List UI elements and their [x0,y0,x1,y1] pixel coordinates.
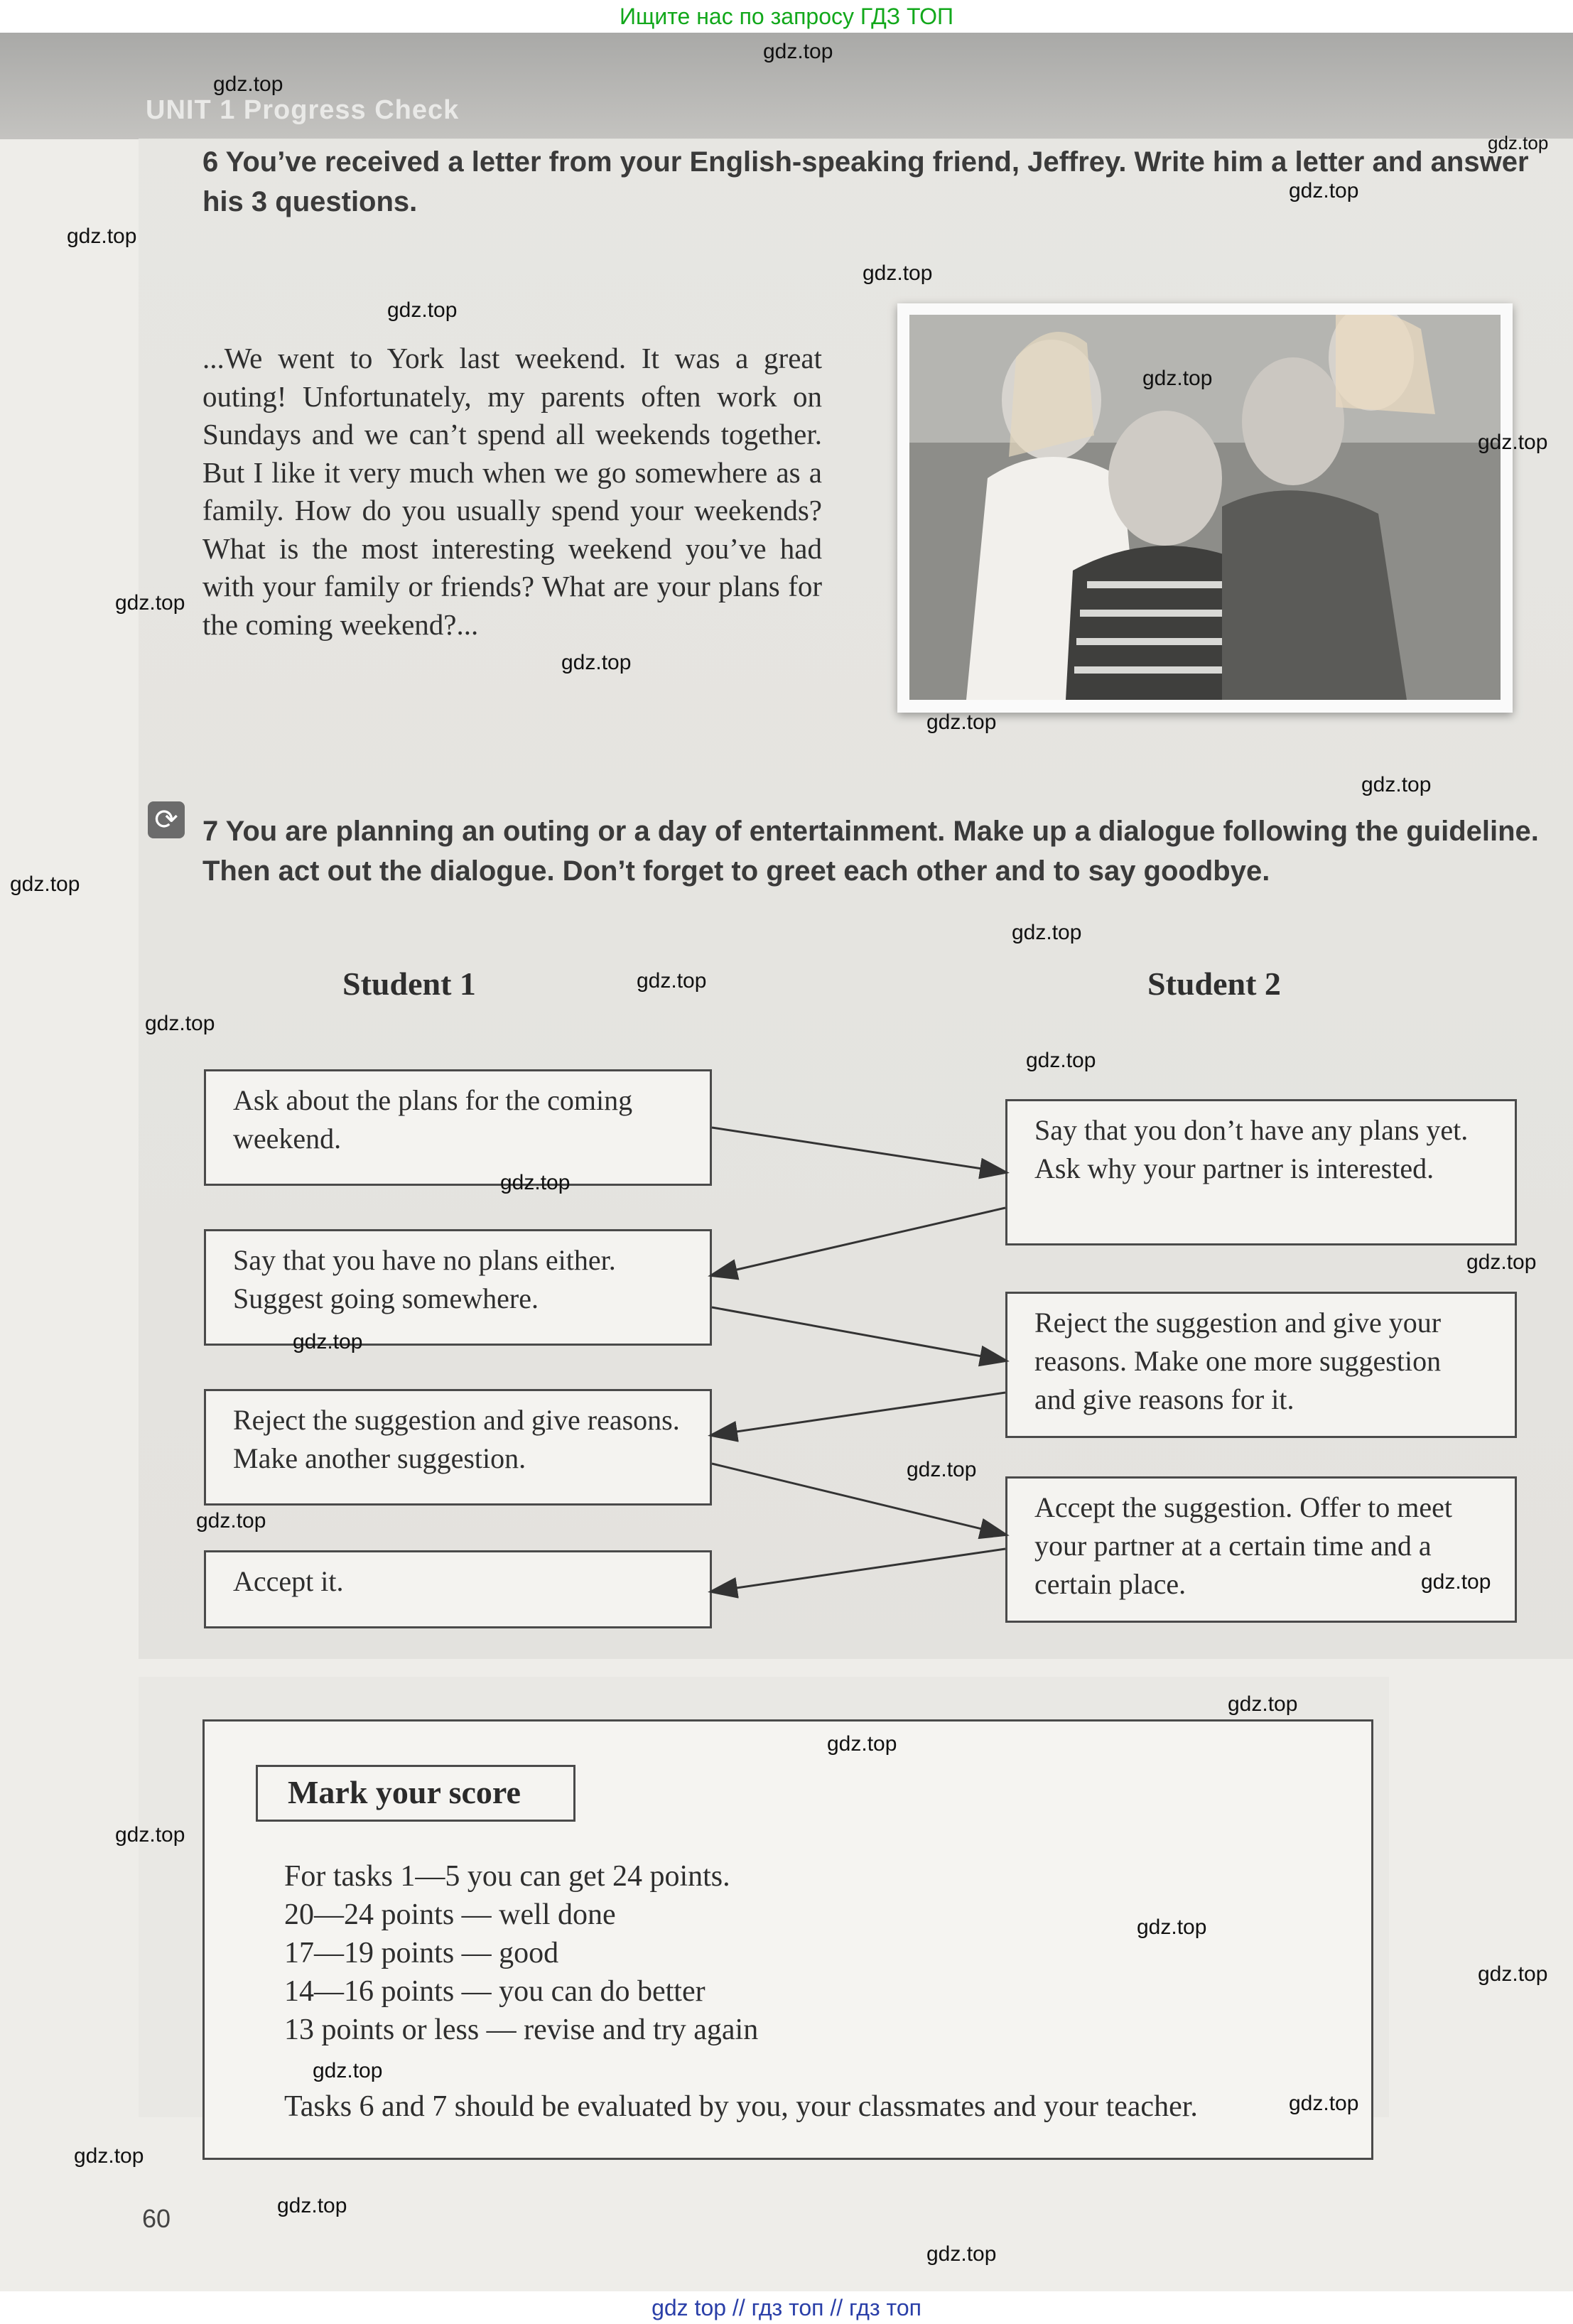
score-title: Mark your score [288,1774,521,1810]
watermark: gdz.top [293,1330,363,1353]
watermark: gdz.top [1137,1915,1207,1939]
watermark: gdz.top [863,261,933,285]
student1-step-2: Say that you have no plans either. Suggest going somewhere. [204,1229,712,1346]
watermark: gdz.top [500,1171,571,1194]
watermark: gdz.top [1026,1049,1096,1072]
arrow-s1-to-s2-1 [712,1128,1005,1172]
student2-step-3: Accept the suggestion. Offer to meet your partner at a certain time and a certain place. [1005,1476,1517,1623]
student2-step-1: Say that you don’t have any plans yet. Ask why your partner is interested. [1005,1099,1517,1245]
watermark: gdz.top [67,225,137,248]
watermark: gdz.top [196,1509,266,1533]
jeffrey-letter: ...We went to York last weekend. It was a great outing! Unfortunately, my parents often work on Sundays and we can’t spend all weekends together. But I like it very much when we go somewhere as a family. How do you usually spend your weekends? What is the most interesting weekend you’ve had with your family or friends? What are your plans for the coming weekend?... [202,342,822,641]
task7-heading: 7 You are planning an outing or a day of entertainment. Make up a dialogue following the guideline. Then act out the dialogue. Don’t forget to greet each other and to say goodbye. [202,816,1539,887]
score-line-5: 13 points or less — revise and try again [284,2014,759,2046]
page-number: 60 [142,2204,171,2233]
student2-step-2: Reject the suggestion and give your reasons. Make one more suggestion and give reasons for it. [1005,1292,1517,1438]
arrow-s1-to-s2-2 [712,1307,1005,1361]
watermark: gdz.top [74,2144,144,2168]
watermark: gdz.top [1012,921,1082,944]
watermark: gdz.top [926,2242,997,2266]
student1-step-1: Ask about the plans for the coming weekend. [204,1069,712,1186]
watermark: gdz.top [10,872,80,896]
task6-heading: 6 You’ve received a letter from your English-speaking friend, Jeffrey. Write him a letter and answer his 3 questions. [202,146,1529,217]
watermark: gdz.top [1488,132,1549,153]
pair-work-icon: ⟳ [148,801,185,838]
score-line-2: 20—24 points — well done [284,1898,616,1931]
watermark: gdz.top [1421,1570,1491,1594]
watermark: gdz.top [1289,179,1359,202]
watermark: gdz.top [277,2194,347,2217]
watermark: gdz.top [213,72,283,96]
watermark: gdz.top [637,969,707,993]
watermark: gdz.top [1478,1962,1548,1986]
watermark: gdz.top [763,40,833,63]
bottom-banner[interactable]: gdz top // гдз топ // гдз топ [0,2291,1573,2324]
watermark: gdz.top [1228,1692,1298,1716]
watermark: gdz.top [387,298,458,322]
watermark: gdz.top [561,651,632,674]
student2-label: Student 2 [1147,966,1281,1002]
watermark: gdz.top [1289,2092,1359,2115]
student1-step-3: Reject the suggestion and give reasons. Make another suggestion. [204,1389,712,1506]
score-footer: Tasks 6 and 7 should be evaluated by you, your classmates and your teacher. [284,2090,1198,2123]
watermark: gdz.top [1466,1250,1537,1274]
unit-title: UNIT 1 Progress Check [146,95,460,125]
watermark: gdz.top [827,1732,897,1756]
arrow-s2-to-s1-3 [712,1393,1005,1435]
watermark: gdz.top [907,1458,977,1481]
score-line-3: 17—19 points — good [284,1937,559,1969]
watermark: gdz.top [313,2059,383,2082]
watermark: gdz.top [115,1823,185,1847]
watermark: gdz.top [1478,431,1548,454]
watermark: gdz.top [1142,367,1213,390]
arrow-s2-to-s1-2 [712,1208,1005,1275]
watermark: gdz.top [115,591,185,615]
watermark: gdz.top [1361,773,1432,796]
score-line-1: For tasks 1—5 you can get 24 points. [284,1860,730,1893]
top-banner[interactable]: Ищите нас по запросу ГДЗ ТОП [0,0,1573,33]
student1-label: Student 1 [342,966,476,1002]
score-line-4: 14—16 points — you can do better [284,1975,706,2008]
student1-step-4: Accept it. [204,1550,712,1628]
watermark: gdz.top [145,1012,215,1035]
arrow-s2-to-s1-4 [712,1549,1005,1591]
watermark: gdz.top [926,710,997,734]
